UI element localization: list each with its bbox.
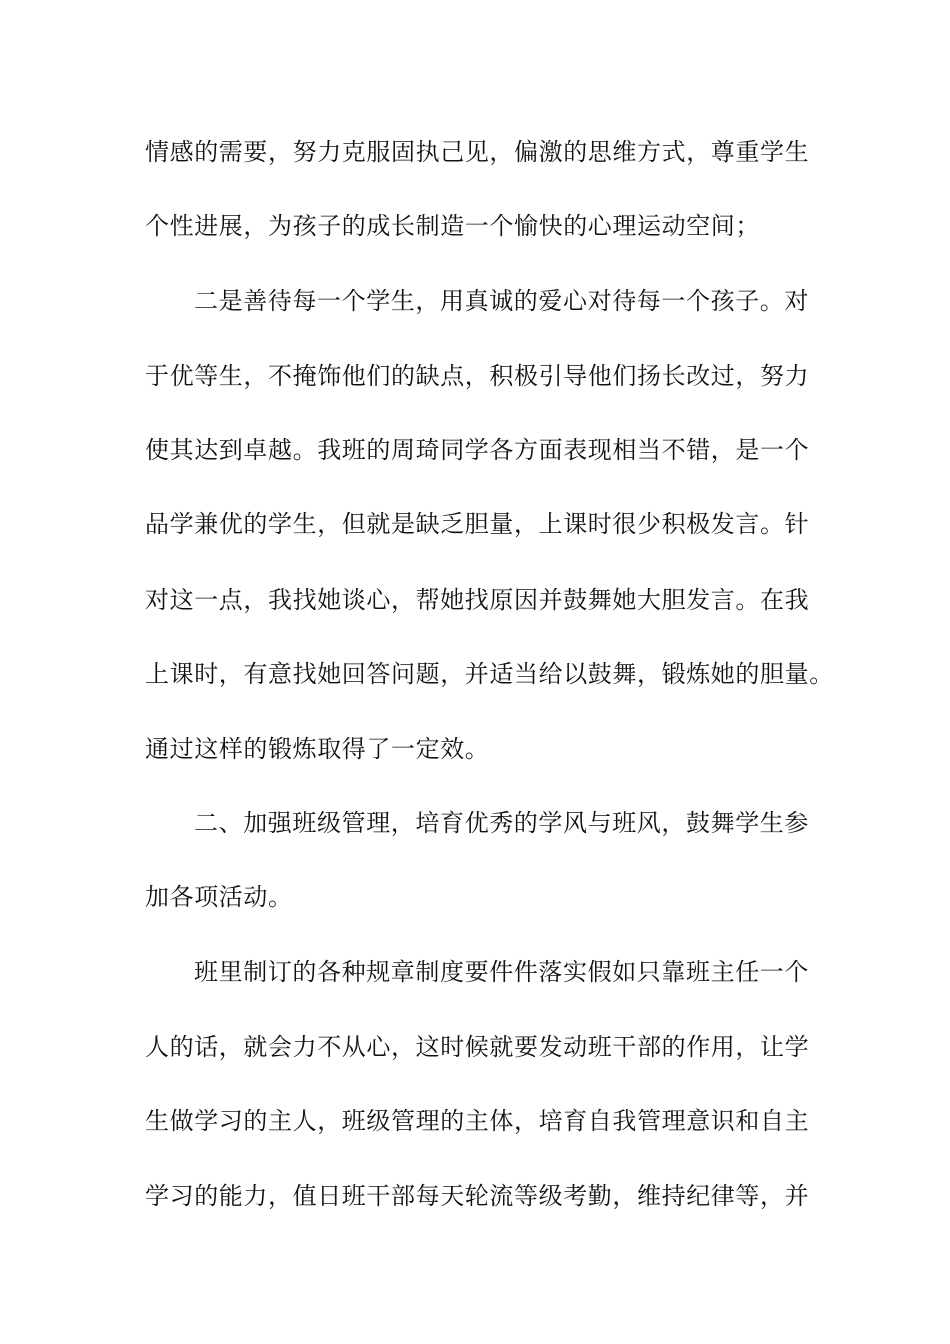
text-line: 上课时，有意找她回答问题，并适当给以鼓舞，锻炼她的胆量。	[145, 660, 834, 688]
text-line: 使其达到卓越。我班的周琦同学各方面表现相当不错，是一个	[145, 436, 810, 464]
text-line: 学习的能力，值日班干部每天轮流等级考勤，维持纪律等，并	[145, 1182, 810, 1210]
paragraph-start-line: 二是善待每一个学生，用真诚的爱心对待每一个孩子。对	[194, 287, 809, 315]
section-heading-line: 加各项活动。	[145, 883, 293, 911]
text-line: 品学兼优的学生，但就是缺乏胆量，上课时很少积极发言。针	[145, 510, 810, 538]
text-line: 通过这样的锻炼取得了一定效。	[145, 735, 490, 763]
text-line: 生做学习的主人，班级管理的主体，培育自我管理意识和自主	[145, 1107, 810, 1135]
text-line: 个性进展，为孩子的成长制造一个愉快的心理运动空间；	[145, 212, 760, 240]
text-line: 于优等生，不掩饰他们的缺点，积极引导他们扬长改过，努力	[145, 362, 810, 390]
text-line: 对这一点，我找她谈心，帮她找原因并鼓舞她大胆发言。在我	[145, 586, 810, 614]
text-line: 人的话，就会力不从心，这时候就要发动班干部的作用，让学	[145, 1033, 810, 1061]
text-line: 情感的需要，努力克服固执己见，偏激的思维方式，尊重学生	[145, 138, 810, 166]
section-heading-line: 二、加强班级管理，培育优秀的学风与班风，鼓舞学生参	[194, 809, 809, 837]
paragraph-start-line: 班里制订的各种规章制度要件件落实假如只靠班主任一个	[194, 958, 809, 986]
